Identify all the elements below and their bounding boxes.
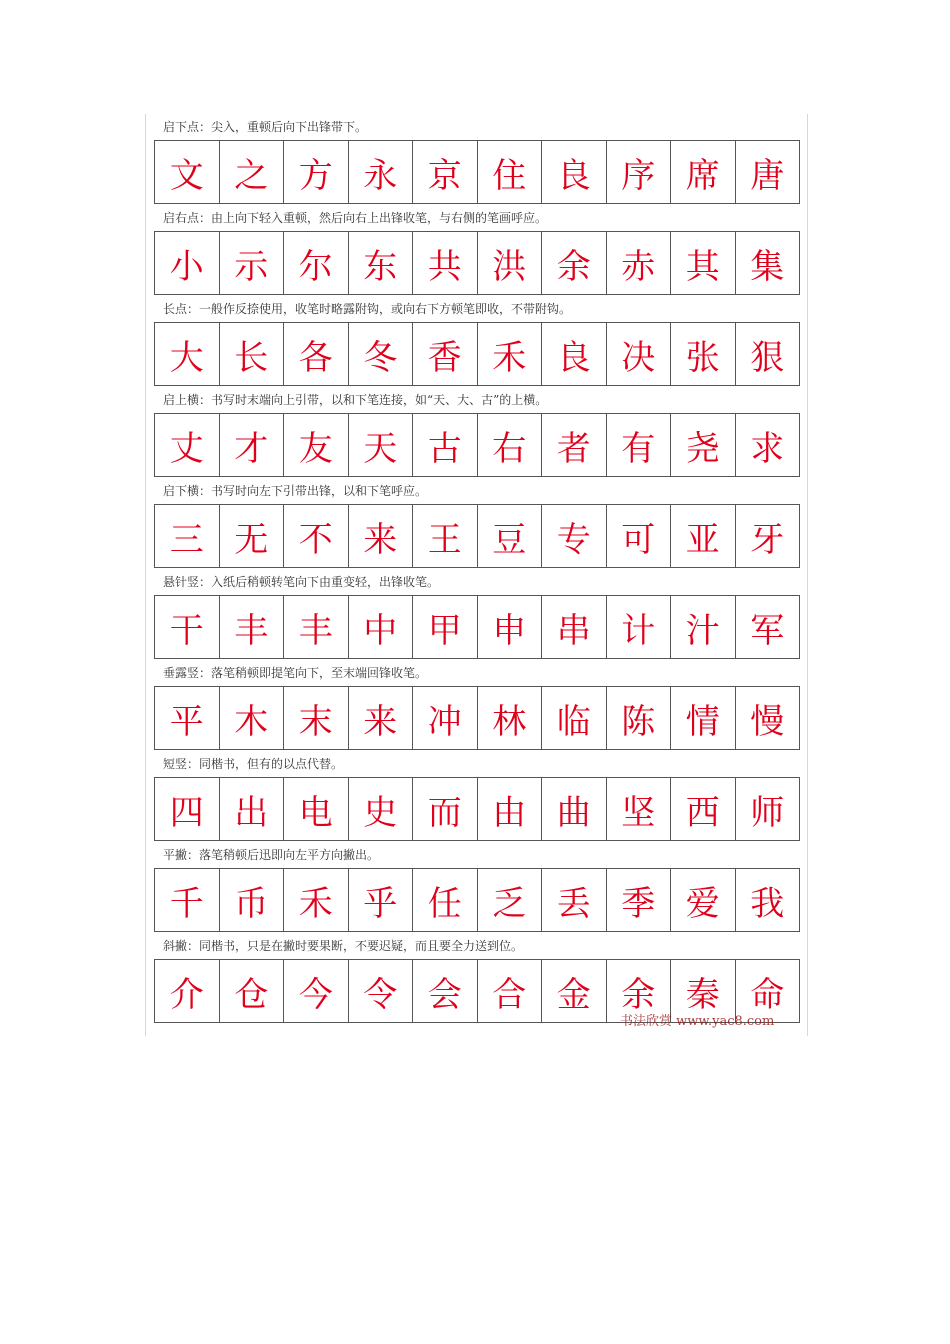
stroke-section xyxy=(146,751,807,842)
character-cell: 临 xyxy=(542,687,607,749)
character-cell: 金 xyxy=(542,960,607,1022)
character-cell: 爱 xyxy=(671,869,736,931)
character-cell: 介 xyxy=(155,960,220,1022)
character-cell: 冲 xyxy=(413,687,478,749)
character-cell: 集 xyxy=(736,232,801,294)
character-grid-row xyxy=(154,868,800,932)
character-cell: 西 xyxy=(671,778,736,840)
character-cell: 陈 xyxy=(607,687,672,749)
character-cell: 冬 xyxy=(349,323,414,385)
character-cell: 才 xyxy=(220,414,285,476)
character-cell: 四 xyxy=(155,778,220,840)
character-cell: 尧 xyxy=(671,414,736,476)
character-cell: 赤 xyxy=(607,232,672,294)
section-caption: 短竖：同楷书，但有的以点代替。 xyxy=(163,757,344,771)
character-cell: 王 xyxy=(413,505,478,567)
character-grid-row xyxy=(154,231,800,295)
watermark: 书法欣赏 www.yac8.com xyxy=(620,1014,775,1029)
character-cell: 右 xyxy=(478,414,543,476)
character-cell: 情 xyxy=(671,687,736,749)
character-grid-row xyxy=(154,777,800,841)
character-cell: 席 xyxy=(671,141,736,203)
character-cell: 其 xyxy=(671,232,736,294)
character-cell: 良 xyxy=(542,141,607,203)
section-caption: 悬针竖：入纸后稍顿转笔向下由重变轻，出锋收笔。 xyxy=(163,575,440,589)
section-caption: 启右点：由上向下轻入重顿，然后向右上出锋收笔，与右侧的笔画呼应。 xyxy=(163,211,548,225)
character-cell: 小 xyxy=(155,232,220,294)
character-cell: 余 xyxy=(542,232,607,294)
character-cell: 洪 xyxy=(478,232,543,294)
character-cell: 豆 xyxy=(478,505,543,567)
character-cell: 天 xyxy=(349,414,414,476)
character-cell: 友 xyxy=(284,414,349,476)
stroke-section xyxy=(146,569,807,660)
section-caption: 启下横：书写时向左下引带出锋，以和下笔呼应。 xyxy=(163,484,428,498)
character-grid-row xyxy=(154,504,800,568)
character-cell: 史 xyxy=(349,778,414,840)
character-cell: 香 xyxy=(413,323,478,385)
character-cell: 丰 xyxy=(284,596,349,658)
character-cell: 禾 xyxy=(284,869,349,931)
character-cell: 丢 xyxy=(542,869,607,931)
character-cell: 牙 xyxy=(736,505,801,567)
character-cell: 丈 xyxy=(155,414,220,476)
stroke-section xyxy=(146,842,807,933)
character-cell: 计 xyxy=(607,596,672,658)
character-cell: 曲 xyxy=(542,778,607,840)
character-cell: 文 xyxy=(155,141,220,203)
character-cell: 张 xyxy=(671,323,736,385)
character-cell: 古 xyxy=(413,414,478,476)
character-cell: 之 xyxy=(220,141,285,203)
character-cell: 林 xyxy=(478,687,543,749)
character-cell: 电 xyxy=(284,778,349,840)
character-cell: 专 xyxy=(542,505,607,567)
character-cell: 住 xyxy=(478,141,543,203)
section-caption: 长点：一般作反捺使用，收笔时略露附钩，或向右下方顿笔即收，不带附钩。 xyxy=(163,302,572,316)
character-cell: 有 xyxy=(607,414,672,476)
character-cell: 串 xyxy=(542,596,607,658)
character-grid-row xyxy=(154,140,800,204)
character-grid-row xyxy=(154,322,800,386)
character-grid-row xyxy=(154,413,800,477)
character-cell: 狠 xyxy=(736,323,801,385)
character-cell: 任 xyxy=(413,869,478,931)
character-cell: 甲 xyxy=(413,596,478,658)
character-cell: 亚 xyxy=(671,505,736,567)
character-cell: 会 xyxy=(413,960,478,1022)
character-cell: 示 xyxy=(220,232,285,294)
character-cell: 平 xyxy=(155,687,220,749)
character-cell: 三 xyxy=(155,505,220,567)
section-caption: 斜撇：同楷书，只是在撇时要果断，不要迟疑，而且要全力送到位。 xyxy=(163,939,524,953)
character-cell: 来 xyxy=(349,687,414,749)
character-cell: 木 xyxy=(220,687,285,749)
character-cell: 永 xyxy=(349,141,414,203)
character-cell: 东 xyxy=(349,232,414,294)
character-cell: 共 xyxy=(413,232,478,294)
section-caption: 平撇：落笔稍顿后迅即向左平方向撇出。 xyxy=(163,848,380,862)
character-cell: 合 xyxy=(478,960,543,1022)
character-cell: 坚 xyxy=(607,778,672,840)
character-cell: 禾 xyxy=(478,323,543,385)
character-cell: 而 xyxy=(413,778,478,840)
character-cell: 秦 xyxy=(671,960,736,1022)
character-cell: 尔 xyxy=(284,232,349,294)
stroke-section xyxy=(146,660,807,751)
section-caption: 启上横：书写时末端向上引带，以和下笔连接，如“天、大、古”的上横。 xyxy=(163,393,548,407)
character-cell: 序 xyxy=(607,141,672,203)
character-cell: 各 xyxy=(284,323,349,385)
character-cell: 来 xyxy=(349,505,414,567)
character-cell: 者 xyxy=(542,414,607,476)
character-cell: 干 xyxy=(155,596,220,658)
character-cell: 乏 xyxy=(478,869,543,931)
character-cell: 申 xyxy=(478,596,543,658)
section-caption: 启下点：尖入，重顿后向下出锋带下。 xyxy=(163,120,368,134)
character-cell: 丰 xyxy=(220,596,285,658)
character-cell: 不 xyxy=(284,505,349,567)
character-cell: 命 xyxy=(736,960,801,1022)
character-cell: 仓 xyxy=(220,960,285,1022)
character-cell: 由 xyxy=(478,778,543,840)
character-cell: 唐 xyxy=(736,141,801,203)
section-caption: 垂露竖：落笔稍顿即提笔向下，至末端回锋收笔。 xyxy=(163,666,428,680)
character-cell: 良 xyxy=(542,323,607,385)
character-cell: 乎 xyxy=(349,869,414,931)
stroke-section xyxy=(146,205,807,296)
character-grid-row xyxy=(154,686,800,750)
character-cell: 无 xyxy=(220,505,285,567)
character-cell: 今 xyxy=(284,960,349,1022)
practice-sheet xyxy=(145,114,808,1036)
character-cell: 师 xyxy=(736,778,801,840)
character-cell: 令 xyxy=(349,960,414,1022)
character-cell: 中 xyxy=(349,596,414,658)
character-cell: 币 xyxy=(220,869,285,931)
character-cell: 出 xyxy=(220,778,285,840)
character-cell: 方 xyxy=(284,141,349,203)
character-cell: 大 xyxy=(155,323,220,385)
character-cell: 决 xyxy=(607,323,672,385)
character-cell: 军 xyxy=(736,596,801,658)
stroke-section xyxy=(146,387,807,478)
stroke-section xyxy=(146,478,807,569)
character-grid-row xyxy=(154,595,800,659)
character-cell: 求 xyxy=(736,414,801,476)
character-cell: 季 xyxy=(607,869,672,931)
stroke-section xyxy=(146,114,807,205)
character-cell: 汁 xyxy=(671,596,736,658)
character-cell: 可 xyxy=(607,505,672,567)
character-cell: 余 xyxy=(607,960,672,1022)
character-cell: 千 xyxy=(155,869,220,931)
character-cell: 长 xyxy=(220,323,285,385)
character-cell: 我 xyxy=(736,869,801,931)
character-cell: 末 xyxy=(284,687,349,749)
character-cell: 京 xyxy=(413,141,478,203)
character-cell: 慢 xyxy=(736,687,801,749)
stroke-section xyxy=(146,296,807,387)
